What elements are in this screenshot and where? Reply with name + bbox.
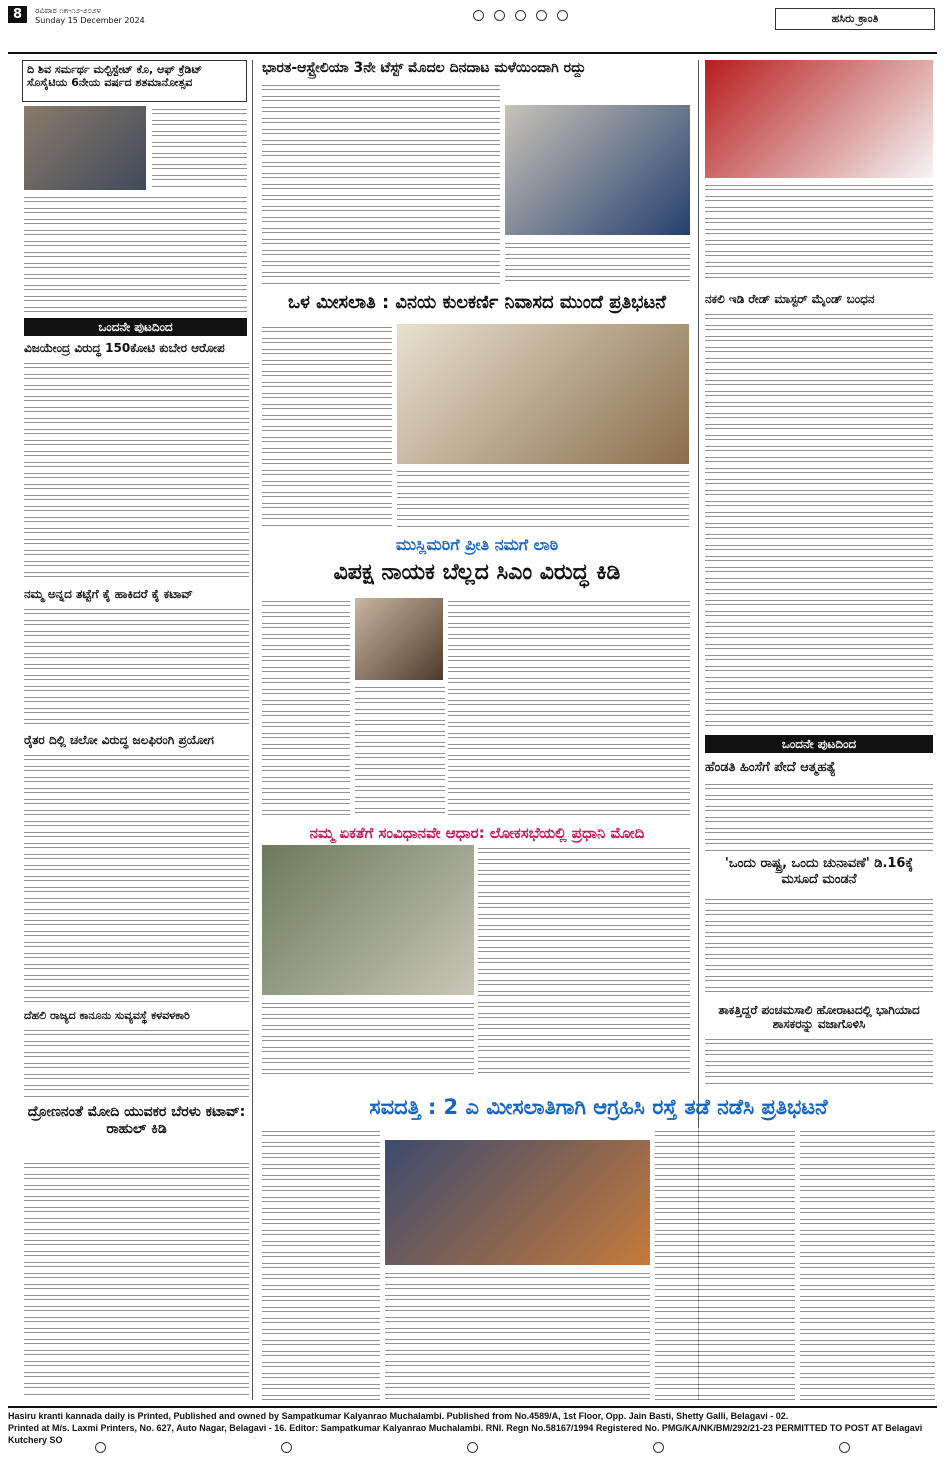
- section-label-right: ಒಂದನೇ ಪುಟದಿಂದ: [705, 735, 933, 753]
- reg-mark: [467, 1442, 478, 1453]
- reg-mark: [473, 10, 484, 21]
- article-test-match-headline: ಭಾರತ-ಆಸ್ಟ್ರೇಲಿಯಾ 3ನೇ ಟೆಸ್ಟ್ ಮೊದಲ ದಿನದಾಟ ಮಳೆಯಿಂದಾಗಿ ರದ್ದು: [262, 60, 586, 76]
- article-one-nation-headline: 'ಒಂದು ರಾಷ್ಟ್ರ, ಒಂದು ಚುನಾವಣೆ' ಡಿ.16ಕ್ಕೆ ಮಸೂದೆ ಮಂಡನೆ: [724, 856, 914, 887]
- article-muslim-body: [262, 598, 350, 818]
- article-raid-headline: ನಕಲಿ ಇಡಿ ರೇಡ್ ಮಾಸ್ಟರ್ ಮೈಂಡ್ ಬಂಧನ: [705, 292, 875, 306]
- article-delhi-law-body: [24, 1027, 249, 1099]
- imprint-line-2: Printed at M/s. Laxmi Printers, No. 627, Auto Nagar, Belagavi - 16. Editor: Sampatkumar Kalyanrao Muchalambi. RNI. Regn No.58167/1994 Registered No. PMG/KA/NK/BM/292/21-23 PERMITTED TO POST AT Belagavi Kutchery SO: [8, 1423, 923, 1445]
- reg-mark: [515, 10, 526, 21]
- article-cosmos-photo: [24, 106, 146, 190]
- article-cosmos-headline: ದಿ ಶಿವ ಸರ್ಮರ್ಥ ಮಲ್ಟಿಸ್ಟೇಟ್ ಕೊ, ಆಫ್ ಕ್ರೆಡಿಟ್ ಸೊಸೈಟಿಯ 6ನೇಯ ವರ್ಷದ ಶತಮಾನೋತ್ಸವ: [27, 63, 203, 90]
- section-label-left: ಒಂದನೇ ಪುಟದಿಂದ: [24, 318, 247, 336]
- reg-mark: [557, 10, 568, 21]
- article-vijayendra-body: [24, 360, 249, 582]
- article-muslim-body-cont: [355, 684, 445, 818]
- article-savadatti-photo: [385, 1140, 650, 1265]
- article-delhi-chalo-headline: ರೈತರ ದಿಲ್ಲಿ ಚಲೋ ವಿರುದ್ಧ ಜಲಫಿರಂಗಿ ಪ್ರಯೋಗ: [24, 733, 214, 747]
- article-muslim-headline-1: ಮುಸ್ಲಿಮರಿಗೆ ಪ್ರೀತಿ ನಮಗೆ ಲಾಠಿ: [395, 535, 559, 554]
- article-vijayendra-headline: ವಿಜಯೇಂದ್ರ ವಿರುದ್ಧ 150ಕೋಟಿ ಕುಬೇರ ಆರೋಪ: [24, 341, 225, 355]
- article-muslim-headline-2: ವಿಪಕ್ಷ ನಾಯಕ ಬೆಲ್ಲದ ಸಿಎಂ ವಿರುದ್ಧ ಕಿಡಿ: [333, 560, 621, 585]
- article-drona-headline: ದ್ರೋಣನಂತೆ ಮೋದಿ ಯುವಕರ ಬೆರಳು ಕಟಾವ್: ರಾಹುಲ್ ಕಿಡಿ: [27, 1104, 246, 1137]
- registration-marks-top: [300, 8, 740, 22]
- article-drona-body: [24, 1160, 249, 1398]
- article-panchamasali-headline: ತಾಕತ್ತಿದ್ದರೆ ಪಂಚಮಸಾಲಿ ಹೋರಾಟದಲ್ಲಿ ಭಾಗಿಯಾದ ಶಾಸಕರನ್ನು ವಜಾಗೊಳಿಸಿ: [718, 1003, 920, 1032]
- article-kulkarni-body-cont: [397, 468, 689, 528]
- article-test-match-body-cont: [505, 240, 690, 287]
- reg-mark: [494, 10, 505, 21]
- registration-marks-bottom: [8, 1442, 937, 1456]
- column-rule: [252, 60, 253, 1400]
- article-test-match-body: [262, 82, 500, 287]
- article-savadatti-body: [262, 1128, 380, 1400]
- article-nammanna-headline: ನಮ್ಮ ಅನ್ನದ ತಟ್ಟೆಗೆ ಕೈ ಹಾಕಿದರೆ ಕೈ ಕಟಾವ್: [24, 587, 193, 601]
- article-kulkarni-photo: [397, 324, 689, 464]
- footer-rule: [8, 1406, 937, 1408]
- article-savadatti-body-col3: [655, 1128, 795, 1400]
- article-savadatti-body-cont: [385, 1270, 650, 1400]
- header-rule: [8, 52, 937, 54]
- article-muslim-photo: [355, 598, 443, 680]
- article-raid-body: [705, 311, 933, 729]
- dateline: [35, 6, 145, 26]
- article-cosmos-body-cont: [24, 194, 247, 312]
- article-samvidhana-headline: ನಮ್ಮ ಏಕತೆಗೆ ಸಂವಿಧಾನವೇ ಆಧಾರ: ಲೋಕಸಭೆಯಲ್ಲಿ ಪ್ರಧಾನಿ ಮೋದಿ: [309, 824, 645, 842]
- date-kannada: ರವಿವಾರ ೧೫-೧೨-೨೦೨೪: [35, 6, 101, 15]
- date-english: Sunday 15 December 2024: [35, 16, 145, 25]
- article-nammanna-body: [24, 606, 249, 728]
- article-kulkarni-headline: ಒಳ ಮೀಸಲಾತಿ : ವಿನಯ ಕುಲಕರ್ಣಿ ನಿವಾಸದ ಮುಂದೆ ಪ್ರತಿಭಟನೆ: [288, 292, 666, 313]
- article-wife-headline: ಹೆಂಡತಿ ಹಿಂಸೆಗೆ ಪೇದೆ ಆತ್ಮಹತ್ಯೆ: [705, 760, 836, 775]
- article-wife-body: [705, 781, 933, 853]
- reg-mark: [95, 1442, 106, 1453]
- article-samvidhana-body-cont: [262, 1000, 474, 1075]
- reg-mark: [536, 10, 547, 21]
- article-delhi-chalo-body: [24, 752, 249, 1004]
- reg-mark: [281, 1442, 292, 1453]
- article-samvidhana-body: [478, 845, 690, 1075]
- page-header: [8, 6, 308, 46]
- sports-team-body: [705, 182, 933, 282]
- imprint-line-1: Hasiru kranti kannada daily is Printed, Published and owned by Sampatkumar Kalyanrao Muchalambi. Published from No.4589/A, 1st Floor, Opp. Jain Basti, Shetty Galli, Belagavi - 02.: [8, 1411, 789, 1421]
- reg-mark: [839, 1442, 850, 1453]
- article-savadatti-body-col4: [800, 1128, 935, 1400]
- newspaper-name: ಹಸಿರು ಕ್ರಾಂತಿ: [775, 8, 935, 30]
- reg-mark: [653, 1442, 664, 1453]
- article-test-match-photo: [505, 105, 690, 235]
- article-muslim-body-right: [448, 598, 690, 818]
- article-delhi-law-headline: ದೆಹಲಿ ರಾಜ್ಯದ ಕಾನೂನು ಸುವ್ಯವಸ್ಥೆ ಕಳವಳಕಾರಿ: [24, 1009, 190, 1022]
- article-one-nation-body: [705, 896, 933, 996]
- article-panchamasali-body: [705, 1036, 933, 1086]
- article-samvidhana-photo: [262, 845, 474, 995]
- article-kulkarni-body: [262, 324, 392, 529]
- article-savadatti-headline: ಸವದತ್ತಿ : 2 ಎ ಮೀಸಲಾತಿಗಾಗಿ ಆಗ್ರಹಿಸಿ ರಸ್ತೆ ತಡೆ ನಡೆಸಿ ಪ್ರತಿಭಟನೆ: [369, 1095, 828, 1119]
- article-cosmos-headline-box: [22, 60, 247, 102]
- sports-team-photo: [705, 60, 933, 178]
- article-cosmos-body: [152, 106, 247, 190]
- page-number: 8: [8, 6, 27, 23]
